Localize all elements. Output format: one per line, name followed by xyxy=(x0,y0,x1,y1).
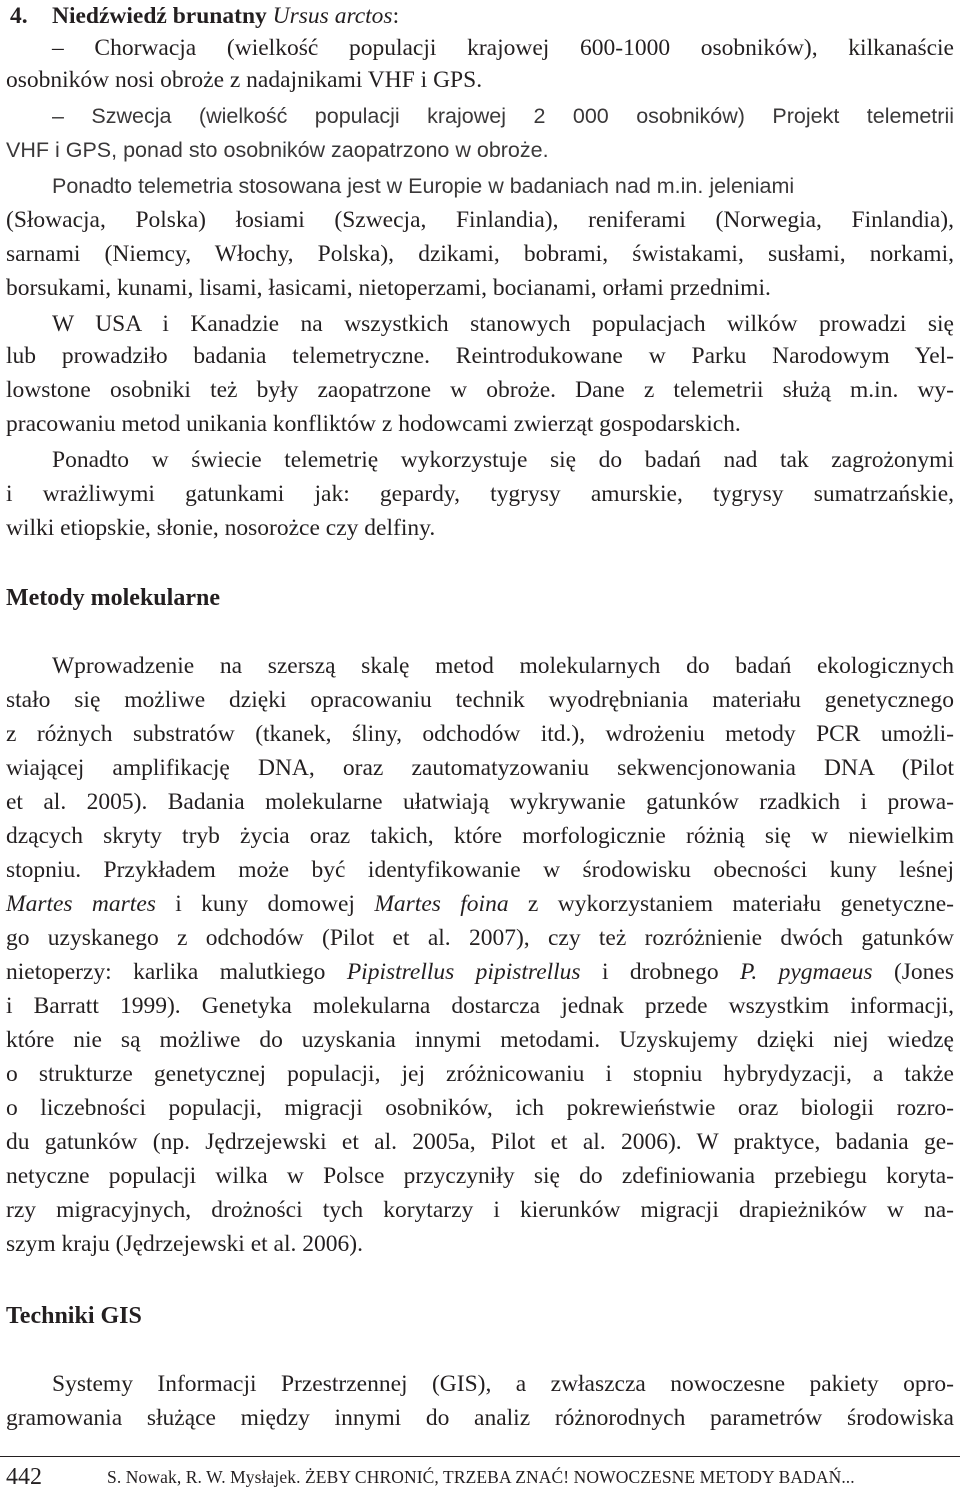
text-line: stało się możliwe dzięki opracowaniu technik wyodrębniania materiału genetycznego xyxy=(6,687,954,713)
running-footer: S. Nowak, R. W. Mysłajek. ŻEBY CHRONIĆ, TRZEBA ZNAĆ! NOWOCZESNE METODY BADAŃ... xyxy=(107,1467,855,1487)
text-line: (Słowacja, Polska) łosiami (Szwecja, Finlandia), reniferami (Norwegia, Finlandia), xyxy=(6,207,954,233)
text-line: pracowaniu metod unikania konfliktów z hodowcami zwierząt gospodarskich. xyxy=(6,411,741,437)
text-line: i Barratt 1999). Genetyka molekularna dostarcza jednak przede wszystkim informacji, xyxy=(6,993,954,1019)
text-line: wiającej amplifikację DNA, oraz zautomatyzowaniu sekwencjonowania DNA (Pilot xyxy=(6,755,954,781)
latin-name: P. pygmaeus xyxy=(740,959,873,985)
text-line: Systemy Informacji Przestrzennej (GIS), a zwłaszcza nowoczesne pakiety opro- xyxy=(52,1371,954,1397)
list-number: 4. xyxy=(10,3,28,29)
text-line: netyczne populacji wilka w Polsce przyczyniły się do zdefiniowania przebiegu koryta- xyxy=(6,1163,954,1189)
text-line: du gatunków (np. Jędrzejewski et al. 2005a, Pilot et al. 2006). W praktyce, badania ge- xyxy=(6,1129,954,1155)
text-line: Wprowadzenie na szerszą skalę metod molekularnych do badań ekologicznych xyxy=(52,653,954,679)
text-span: nietoperzy: karlika malutkiego xyxy=(6,959,347,985)
text-line: o strukturze genetycznej populacji, jej zróżnicowaniu i stopniu hybrydyzacji, a także xyxy=(6,1061,954,1087)
latin-name: Martes foina xyxy=(374,891,509,917)
text-line: lub prowadziło badania telemetryczne. Reintrodukowane w Parku Narodowym Yel- xyxy=(6,343,954,369)
text-line: gramowania służące między innymi do analiz różnorodnych parametrów środowiska xyxy=(6,1405,954,1431)
text-line: wilki etiopskie, słonie, nosorożce czy delfiny. xyxy=(6,515,436,541)
text-line: borsukami, kunami, lisami, łasicami, nietoperzami, bocianami, orłami przednimi. xyxy=(6,275,771,301)
text-line: i wrażliwymi gatunkami jak: gepardy, tygrysy amurskie, tygrysy sumatrzańskie, xyxy=(6,481,954,507)
section-heading: Metody molekularne xyxy=(6,585,220,611)
text-line: rzy migracyjnych, drożności tych korytarzy i kierunków migracji drapieżników w na- xyxy=(6,1197,954,1223)
text-span: (Jones xyxy=(872,959,954,985)
text-line: o liczebności populacji, migracji osobników, ich pokrewieństwie oraz biologii rozro- xyxy=(6,1095,954,1121)
text-line: Ponadto w świecie telemetrię wykorzystuje się do badań nad tak zagrożonymi xyxy=(52,447,954,473)
text-line: z różnych substratów (tkanek, śliny, odchodów itd.), wdrożeniu metody PCR umożli- xyxy=(6,721,954,747)
text-line: szym kraju (Jędrzejewski et al. 2006). xyxy=(6,1231,363,1257)
text-line xyxy=(6,888,954,920)
species-latin-name: Ursus arctos xyxy=(272,3,393,29)
text-line: stopniu. Przykładem może być identyfikowanie w środowisku obecności kuny leśnej xyxy=(6,857,954,883)
list-item-heading xyxy=(6,0,954,32)
text-span: i kuny domowej xyxy=(155,891,375,917)
text-line: go uzyskanego z odchodów (Pilot et al. 2007), czy też rozróżnienie dwóch gatunków xyxy=(6,925,954,951)
text-line: które nie są możliwe do uzyskania innymi metodami. Uzyskujemy dzięki niej wiedzę xyxy=(6,1027,954,1053)
title-colon: : xyxy=(392,3,400,29)
text-line: sarnami (Niemcy, Włochy, Polska), dzikami, bobrami, świstakami, susłami, norkami, xyxy=(6,241,954,267)
footer-divider xyxy=(0,1456,960,1457)
text-line: VHF i GPS, ponad sto osobników zaopatrzono w obroże. xyxy=(6,138,549,162)
text-line: Ponadto telemetria stosowana jest w Europie w badaniach nad m.in. jeleniami xyxy=(52,174,795,198)
text-line: W USA i Kanadzie na wszystkich stanowych populacjach wilków prowadzi się xyxy=(52,311,954,337)
latin-name: Martes martes xyxy=(6,891,156,917)
text-line: – Chorwacja (wielkość populacji krajowej 600-1000 osobników), kilkanaście xyxy=(52,35,954,61)
species-title: Niedźwiedź brunatny xyxy=(52,3,273,29)
text-line: dzących skryty tryb życia oraz takich, które morfologicznie różnią się w niewielkim xyxy=(6,823,954,849)
text-span: i drobnego xyxy=(580,959,740,985)
text-line: osobników nosi obroże z nadajnikami VHF i GPS. xyxy=(6,67,483,93)
text-line xyxy=(6,956,954,988)
page-number: 442 xyxy=(6,1464,42,1490)
text-span: z wykorzystaniem materiału genetyczne- xyxy=(508,891,954,917)
text-line: – Szwecja (wielkość populacji krajowej 2 000 osobników) Projekt telemetrii xyxy=(52,104,954,128)
text-line: lowstone osobniki też były zaopatrzone w obroże. Dane z telemetrii służą m.in. wy- xyxy=(6,377,954,403)
section-heading: Techniki GIS xyxy=(6,1303,142,1329)
latin-name: Pipistrellus pipistrellus xyxy=(346,959,581,985)
text-line: et al. 2005). Badania molekularne ułatwiają wykrywanie gatunków rzadkich i prowa- xyxy=(6,789,954,815)
